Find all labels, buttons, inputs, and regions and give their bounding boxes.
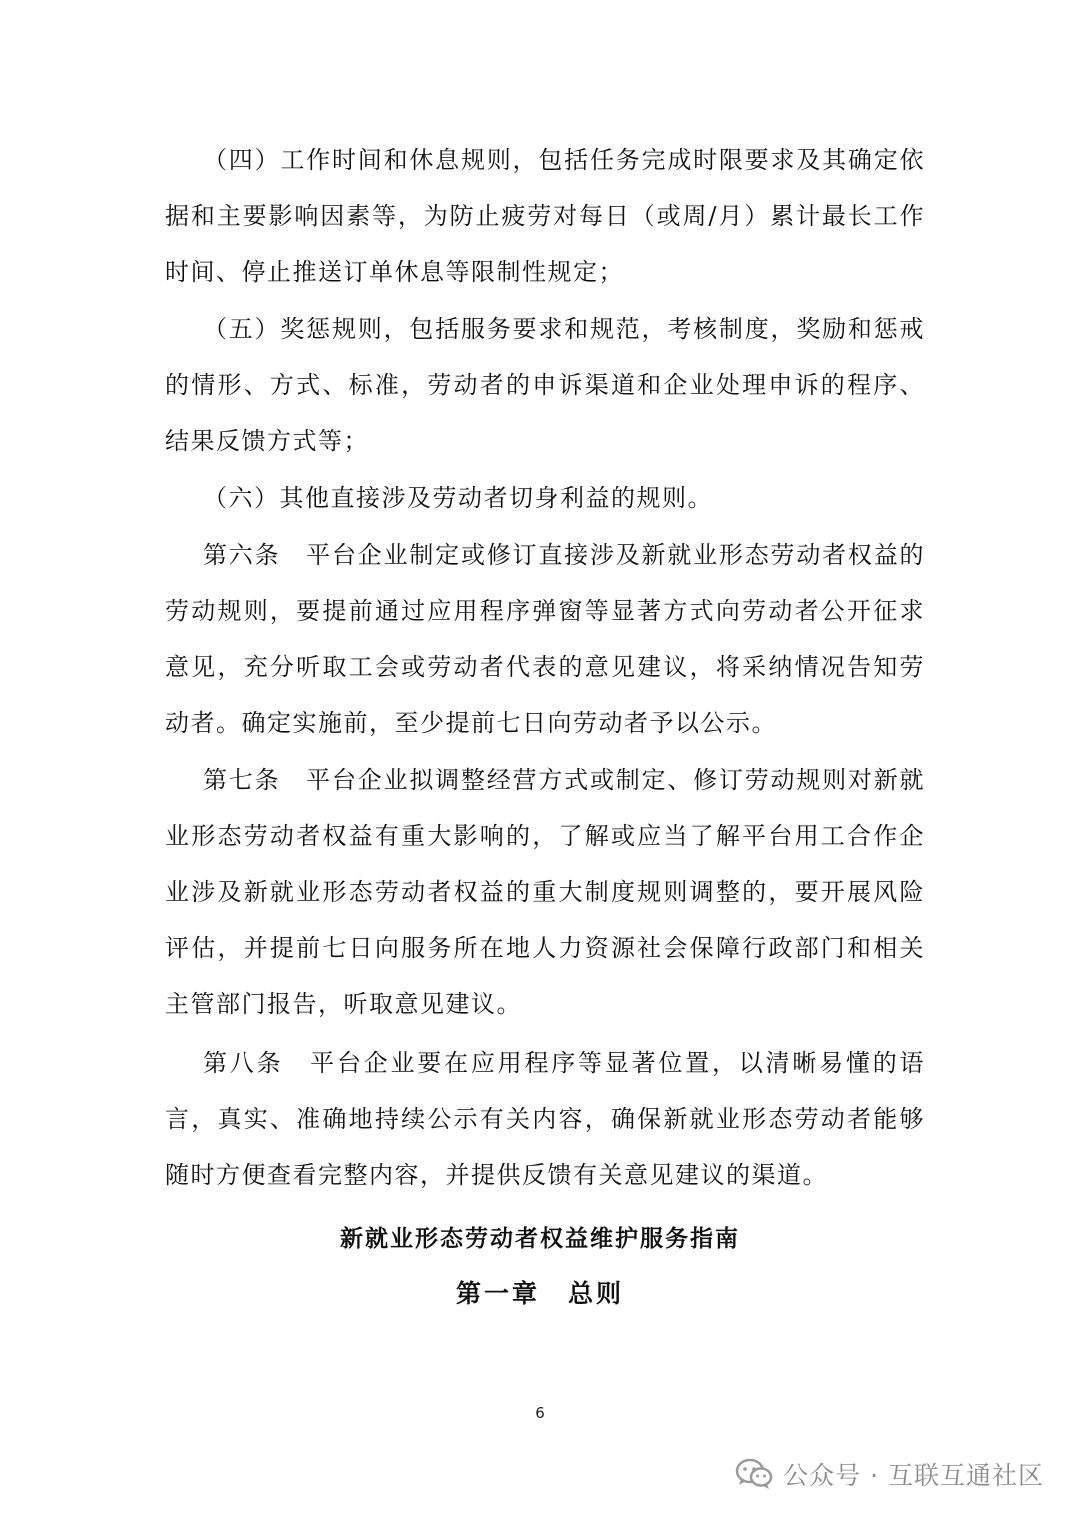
chapter-title: 第一章 总则 <box>455 1279 624 1308</box>
paragraph-other-rules: （六）其他直接涉及劳动者切身利益的规则。 <box>203 484 713 512</box>
guide-title: 新就业形态劳动者权益维护服务指南 <box>340 1226 740 1252</box>
paragraph-article-7: 第七条 平台企业拟调整经营方式或制定、修订劳动规则对新就业形态劳动者权益有重大影响的，了解或应当了解平台用工合作企业涉及新就业形态劳动者权益的重大制度规则调整的，要开展风险评估，并提前七日向服务所在地人力资源社会保障行政部门和相关主管部门报告，听取意见建议。 <box>165 766 925 1018</box>
watermark <box>735 1456 1044 1492</box>
wechat-icon <box>735 1458 773 1490</box>
paragraph-article-6: 第六条 平台企业制定或修订直接涉及新就业形态劳动者权益的劳动规则，要提前通过应用程序弹窗等显著方式向劳动者公开征求意见，充分听取工会或劳动者代表的意见建议，将采纳情况告知劳动者。确定实施前，至少提前七日向劳动者予以公示。 <box>165 541 925 737</box>
page-number: 6 <box>535 1404 545 1422</box>
paragraph-reward-punishment-rules: （五）奖惩规则，包括服务要求和规范，考核制度，奖励和惩戒的情形、方式、标准，劳动者的申诉渠道和企业处理申诉的程序、结果反馈方式等； <box>165 315 925 455</box>
paragraph-work-hours-rules: （四）工作时间和休息规则，包括任务完成时限要求及其确定依据和主要影响因素等，为防止疲劳对每日（或周/月）累计最长工作时间、停止推送订单休息等限制性规定； <box>165 146 925 286</box>
watermark-text: 公众号 · 互联互通社区 <box>783 1461 1044 1490</box>
paragraph-article-8: 第八条 平台企业要在应用程序等显著位置，以清晰易懂的语言，真实、准确地持续公示有关内容，确保新就业形态劳动者能够随时方便查看完整内容，并提供反馈有关意见建议的渠道。 <box>165 1049 925 1189</box>
